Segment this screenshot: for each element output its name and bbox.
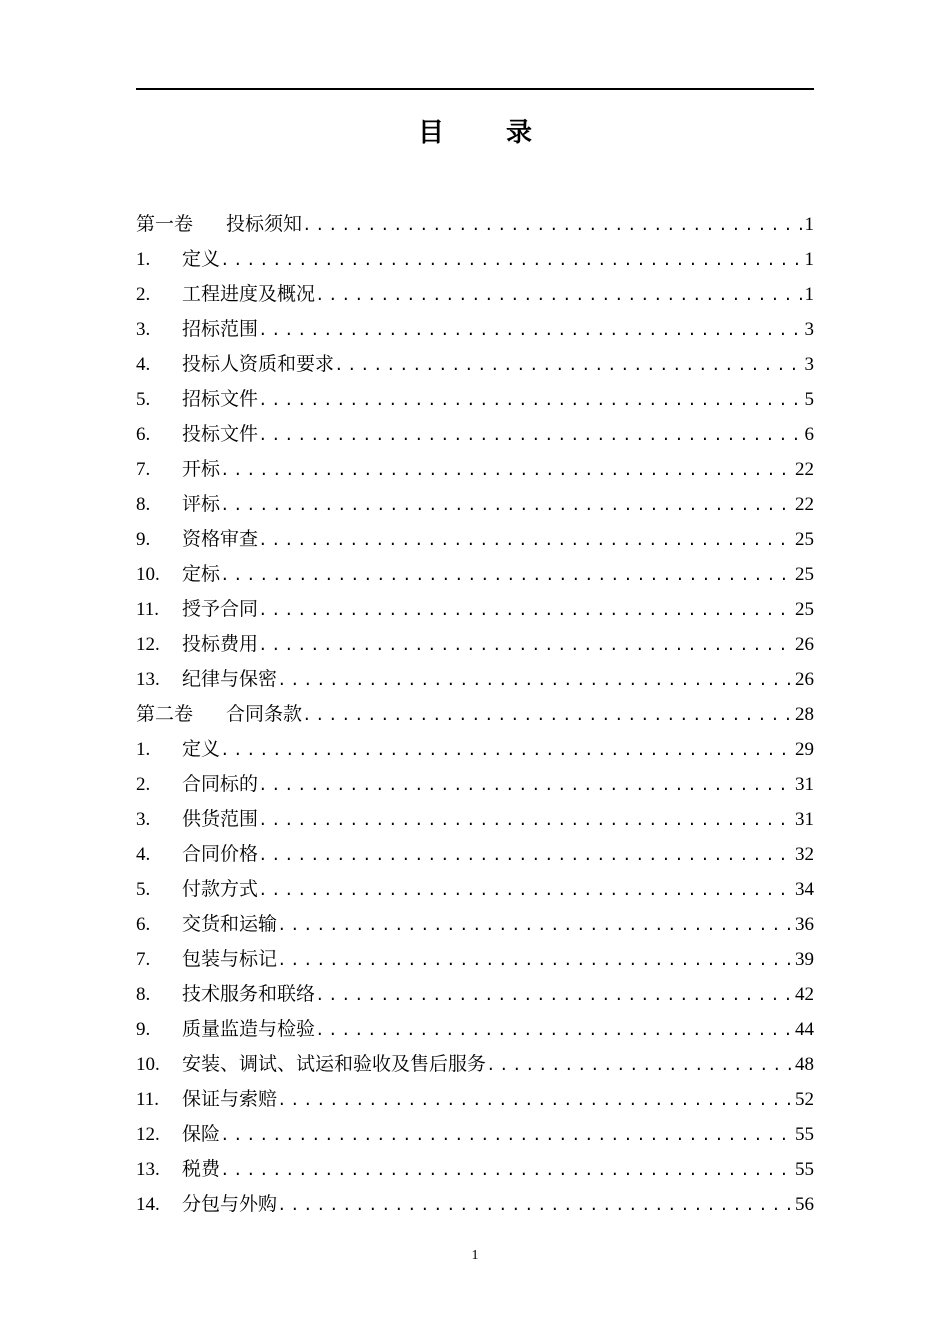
toc-leader-dots: [277, 1084, 793, 1119]
toc-leader-dots: [277, 1189, 793, 1224]
toc-entry[interactable]: [136, 242, 814, 277]
toc-leader-dots: [220, 244, 802, 279]
toc-entry-page: 1: [804, 284, 814, 305]
toc-leader-dots: [258, 629, 793, 664]
toc-entry-label: 资格审查: [182, 528, 259, 550]
toc-entry-page: 48: [795, 1054, 814, 1075]
toc-entry[interactable]: [136, 1082, 814, 1117]
toc-leader-dots: [220, 1154, 793, 1189]
toc-entry-label: 评标: [182, 493, 221, 515]
toc-entry-page: 6: [804, 424, 814, 445]
toc-leader-dots: [258, 839, 793, 874]
toc-entry[interactable]: [136, 977, 814, 1012]
toc-entry-number: 11.: [136, 599, 160, 620]
toc-leader-dots: [258, 384, 802, 419]
toc-entry-page: 28: [795, 704, 814, 725]
toc-entry-page: 1: [804, 214, 814, 235]
toc-entry-number: 9.: [136, 1019, 151, 1040]
toc-entry[interactable]: [136, 1047, 814, 1082]
toc-entry-page: 22: [795, 459, 814, 480]
toc-entry[interactable]: [136, 627, 814, 662]
toc-leader-dots: [220, 734, 793, 769]
toc-entry[interactable]: [136, 277, 814, 312]
toc-entry-page: 55: [795, 1124, 814, 1145]
toc-entry-page: 39: [795, 949, 814, 970]
toc-leader-dots: [302, 209, 802, 244]
toc-entry-number: 10.: [136, 1054, 160, 1075]
toc-entry-label: 安装、调试、试运和验收及售后服务: [182, 1053, 487, 1075]
toc-entry[interactable]: [136, 1012, 814, 1047]
toc-entry[interactable]: [136, 382, 814, 417]
toc-leader-dots: [220, 489, 793, 524]
toc-entry[interactable]: [136, 452, 814, 487]
toc-entry[interactable]: [136, 487, 814, 522]
title-char-2: 录: [506, 118, 533, 148]
toc-entry-page: 22: [795, 494, 814, 515]
toc-entry-label: 包装与标记: [182, 948, 278, 970]
toc-entry-number: 5.: [136, 389, 151, 410]
toc-leader-dots: [315, 979, 793, 1014]
toc-leader-dots: [220, 559, 793, 594]
toc-entry-label: 付款方式: [182, 878, 259, 900]
toc-leader-dots: [315, 279, 802, 314]
toc-entry[interactable]: [136, 872, 814, 907]
toc-entry-label: 投标费用: [182, 633, 259, 655]
toc-leader-dots: [258, 314, 802, 349]
toc-entry[interactable]: [136, 557, 814, 592]
toc-entry-number: 6.: [136, 914, 151, 935]
toc-entry-label: 质量监造与检验: [182, 1018, 316, 1040]
toc-entry-page: 56: [795, 1194, 814, 1215]
toc-entry-page: 31: [795, 774, 814, 795]
toc-entry-number: 6.: [136, 424, 151, 445]
toc-entry-label: 保险: [182, 1123, 221, 1145]
toc-entry-page: 25: [795, 599, 814, 620]
toc-leader-dots: [277, 909, 793, 944]
toc-leader-dots: [258, 594, 793, 629]
toc-entry-label: 交货和运输: [182, 913, 278, 935]
toc-entry-number: 11.: [136, 1089, 160, 1110]
toc-entry-page: 31: [795, 809, 814, 830]
title-char-1: 目: [417, 118, 444, 148]
toc-entry-page: 26: [795, 634, 814, 655]
toc-entry-label: 工程进度及概况: [182, 283, 316, 305]
toc-entry-number: 1.: [136, 739, 151, 760]
toc-entry-page: 52: [795, 1089, 814, 1110]
toc-leader-dots: [258, 804, 793, 839]
toc-entry-label: 定义: [182, 248, 221, 270]
toc-entry[interactable]: [136, 907, 814, 942]
toc-entry-page: 44: [795, 1019, 814, 1040]
toc-entry-label: 投标须知: [226, 213, 303, 235]
toc-leader-dots: [277, 944, 793, 979]
toc-entry-label: 纪律与保密: [182, 668, 278, 690]
toc-leader-dots: [258, 524, 793, 559]
footer-page-number: 1: [471, 1248, 479, 1263]
toc-entry-number: 8.: [136, 494, 151, 515]
toc-volume-entry[interactable]: [136, 697, 814, 732]
toc-entry-label: 保证与索赔: [182, 1088, 278, 1110]
toc-leader-dots: [334, 349, 802, 384]
toc-entry-page: 34: [795, 879, 814, 900]
toc-entry[interactable]: [136, 1152, 814, 1187]
toc-entry[interactable]: [136, 347, 814, 382]
toc-entry-number: 第一卷: [136, 213, 194, 235]
toc-entry-page: 3: [804, 319, 814, 340]
toc-entry-number: 12.: [136, 1124, 160, 1145]
toc-entry-number: 12.: [136, 634, 160, 655]
toc-entry-label: 供货范围: [182, 808, 259, 830]
toc-entry-page: 1: [804, 249, 814, 270]
toc-entry-number: 5.: [136, 879, 151, 900]
toc-entry-label: 合同标的: [182, 773, 259, 795]
toc-entry-number: 第二卷: [136, 703, 194, 725]
toc-entry-label: 开标: [182, 458, 221, 480]
toc-entry[interactable]: [136, 837, 814, 872]
toc-entry-page: 25: [795, 564, 814, 585]
toc-entry[interactable]: [136, 592, 814, 627]
toc-entry-number: 3.: [136, 809, 151, 830]
toc-entry-number: 10.: [136, 564, 160, 585]
toc-entry-label: 合同条款: [226, 703, 303, 725]
toc-entry-page: 29: [795, 739, 814, 760]
toc-entry[interactable]: [136, 522, 814, 557]
toc-leader-dots: [315, 1014, 793, 1049]
toc-leader-dots: [302, 699, 793, 734]
toc-entry-label: 定标: [182, 563, 221, 585]
toc-entry-number: 7.: [136, 459, 151, 480]
toc-entry-page: 55: [795, 1159, 814, 1180]
toc-entry-page: 3: [804, 354, 814, 375]
toc-leader-dots: [277, 664, 793, 699]
toc-entry-label: 招标文件: [182, 388, 259, 410]
toc-entry-number: 13.: [136, 1159, 160, 1180]
page-title: [0, 112, 950, 149]
toc-leader-dots: [220, 454, 793, 489]
toc-entry[interactable]: [136, 1117, 814, 1152]
toc-entry-page: 5: [804, 389, 814, 410]
toc-entry-number: 7.: [136, 949, 151, 970]
toc-entry-number: 2.: [136, 284, 151, 305]
toc-entry-label: 招标范围: [182, 318, 259, 340]
toc-leader-dots: [486, 1049, 793, 1084]
toc-leader-dots: [258, 419, 802, 454]
toc-leader-dots: [220, 1119, 793, 1154]
toc-entry-label: 投标人资质和要求: [182, 353, 335, 375]
toc-entry-label: 投标文件: [182, 423, 259, 445]
toc-entry-page: 26: [795, 669, 814, 690]
toc-entry-number: 4.: [136, 354, 151, 375]
toc-entry-number: 9.: [136, 529, 151, 550]
toc-entry-page: 36: [795, 914, 814, 935]
toc-entry[interactable]: [136, 942, 814, 977]
toc-entry-number: 2.: [136, 774, 151, 795]
toc-entry-page: 32: [795, 844, 814, 865]
toc-entry-label: 技术服务和联络: [182, 983, 316, 1005]
toc-entry-number: 1.: [136, 249, 151, 270]
toc-leader-dots: [258, 769, 793, 804]
toc-entry-label: 定义: [182, 738, 221, 760]
toc-entry-label: 合同价格: [182, 843, 259, 865]
toc-leader-dots: [258, 874, 793, 909]
toc-entry[interactable]: [136, 802, 814, 837]
toc-entry-number: 4.: [136, 844, 151, 865]
toc-entry-page: 42: [795, 984, 814, 1005]
toc-entry[interactable]: [136, 662, 814, 697]
toc-entry[interactable]: [136, 767, 814, 802]
toc-entry[interactable]: [136, 732, 814, 767]
header-rule: [136, 88, 814, 90]
toc-volume-entry[interactable]: [136, 207, 814, 242]
toc-entry[interactable]: [136, 417, 814, 452]
toc-entry-label: 授予合同: [182, 598, 259, 620]
toc-entry-label: 税费: [182, 1158, 221, 1180]
table-of-contents: [136, 207, 814, 1222]
toc-entry-number: 3.: [136, 319, 151, 340]
toc-entry-number: 14.: [136, 1194, 160, 1215]
toc-entry-number: 13.: [136, 669, 160, 690]
toc-entry-label: 分包与外购: [182, 1193, 278, 1215]
toc-entry[interactable]: [136, 312, 814, 347]
toc-entry-number: 8.: [136, 984, 151, 1005]
toc-entry-page: 25: [795, 529, 814, 550]
toc-entry[interactable]: [136, 1187, 814, 1222]
